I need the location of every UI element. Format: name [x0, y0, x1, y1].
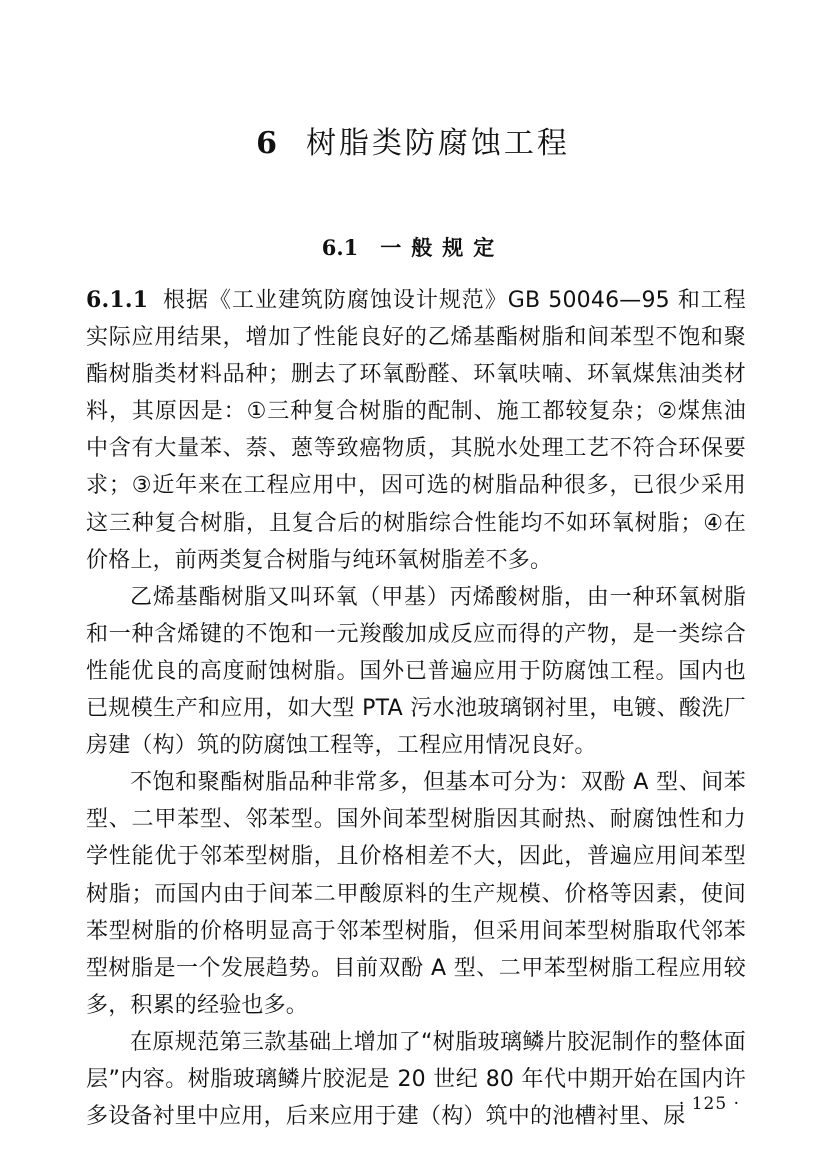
paragraph-unsaturated-polyester: 不饱和聚酯树脂品种非常多，但基本可分为：双酚 A 型、间苯型、二甲苯型、邻苯型。国外间苯型树脂因其耐热、耐腐蚀性和力学性能优于邻苯型树脂，且价格相差不大，因此，普遍应用间苯型树脂；而国内由于间苯二甲酸原料的生产规模、价格等因素，使间苯型树脂的价格明显高于邻苯型树脂，但采用间苯型树脂取代邻苯型树脂是一个发展趋势。目前双酚 A 型、二甲苯型树脂工程应用较多，积累的经验也多。 — [86, 770, 746, 1018]
section-number: 6.1 — [321, 235, 359, 260]
section-heading — [0, 232, 826, 262]
clause-number: 6.1.1 — [86, 287, 149, 313]
clause-paragraph — [86, 282, 746, 579]
chapter-title-text: 树脂类防腐蚀工程 — [305, 126, 570, 161]
chapter-heading — [0, 118, 826, 162]
chapter-number: 6 — [256, 126, 280, 161]
paragraph-vinyl-ester: 乙烯基酯树脂又叫环氧（甲基）丙烯酸树脂，由一种环氧树脂和一种含烯键的不饱和一元羧酸加成反应而得的产物，是一类综合性能优良的高度耐蚀树脂。国外已普遍应用于防腐蚀工程。国内也已规模生产和应用，如大型 PTA 污水池玻璃钢衬里，电镀、酸洗厂房建（构）筑的防腐蚀工程等，工程应用情况良好。 — [86, 584, 746, 759]
clause-text: 根据《工业建筑防腐蚀设计规范》GB 50046—95 和工程实际应用结果，增加了性能良好的乙烯基酯树脂和间苯型不饱和聚酯树脂类材料品种；删去了环氧酚醛、环氧呋喃、环氧煤焦油类材料，其原因是：①三种复合树脂的配制、施工都较复杂；②煤焦油中含有大量苯、萘、蒽等致癌物质，其脱水处理工艺不符合环保要求；③近年来在工程应用中，因可选的树脂品种很多，已很少采用这三种复合树脂，且复合后的树脂综合性能均不如环氧树脂；④在价格上，前两类复合树脂与纯环氧树脂差不多。 — [86, 288, 746, 573]
page-number: · 125 · — [678, 1094, 740, 1114]
paragraph-glass-flake: 在原规范第三款基础上增加了“树脂玻璃鳞片胶泥制作的整体面层”内容。树脂玻璃鳞片胶泥是 20 世纪 80 年代中期开始在国内许多设备衬里中应用，后来应用于建（构）筑中的池槽衬里、尿 — [86, 1029, 746, 1130]
section-title-text: 一般规定 — [380, 236, 505, 260]
body-text — [86, 282, 746, 1135]
